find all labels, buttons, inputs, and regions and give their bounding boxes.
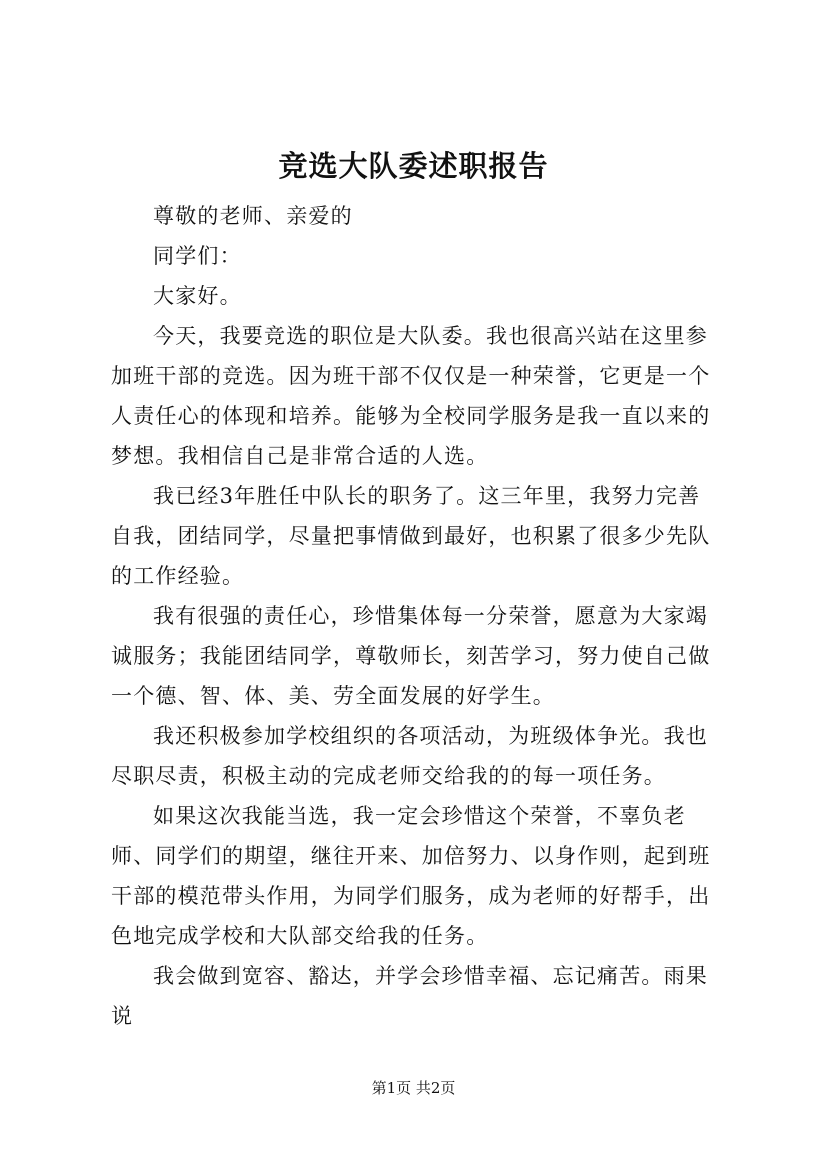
paragraph-experience: 我已经3年胜任中队长的职务了。这三年里，我努力完善自我，团结同学，尽量把事情做到最好，也积累了很多少先队的工作经验。 (111, 484, 711, 588)
salutation-line-1: 尊敬的老师、亲爱的 (153, 204, 353, 228)
document-title: 竞选大队委述职报告 (278, 149, 549, 183)
paragraph-responsibility: 我有很强的责任心，珍惜集体每一分荣誉，愿意为大家竭诚服务；我能团结同学，尊敬师长，刻苦学习，努力使自己做一个德、智、体、美、劳全面发展的好学生。 (111, 604, 711, 708)
page-number-footer: 第1页 共2页 (371, 1079, 456, 1097)
greeting: 大家好。 (153, 284, 242, 308)
paragraph-activities: 我还积极参加学校组织的各项活动，为班级体争光。我也尽职尽责，积极主动的完成老师交给我的的每一项任务。 (111, 724, 708, 788)
paragraph-promise: 如果这次我能当选，我一定会珍惜这个荣誉，不辜负老师、同学们的期望，继往开来、加倍努力、以身作则，起到班干部的模范带头作用，为同学们服务，成为老师的好帮手，出色地完成学校和大队部交给我的任务。 (111, 804, 711, 948)
document-body (111, 196, 721, 1036)
paragraph-intro: 今天，我要竞选的职位是大队委。我也很高兴站在这里参加班干部的竞选。因为班干部不仅仅是一种荣誉，它更是一个人责任心的体现和培养。能够为全校同学服务是我一直以来的梦想。我相信自己是非常合适的人选。 (111, 324, 711, 468)
salutation-line-2: 同学们： (153, 244, 242, 268)
paragraph-closing: 我会做到宽容、豁达，并学会珍惜幸福、忘记痛苦。雨果说 (111, 964, 708, 1028)
